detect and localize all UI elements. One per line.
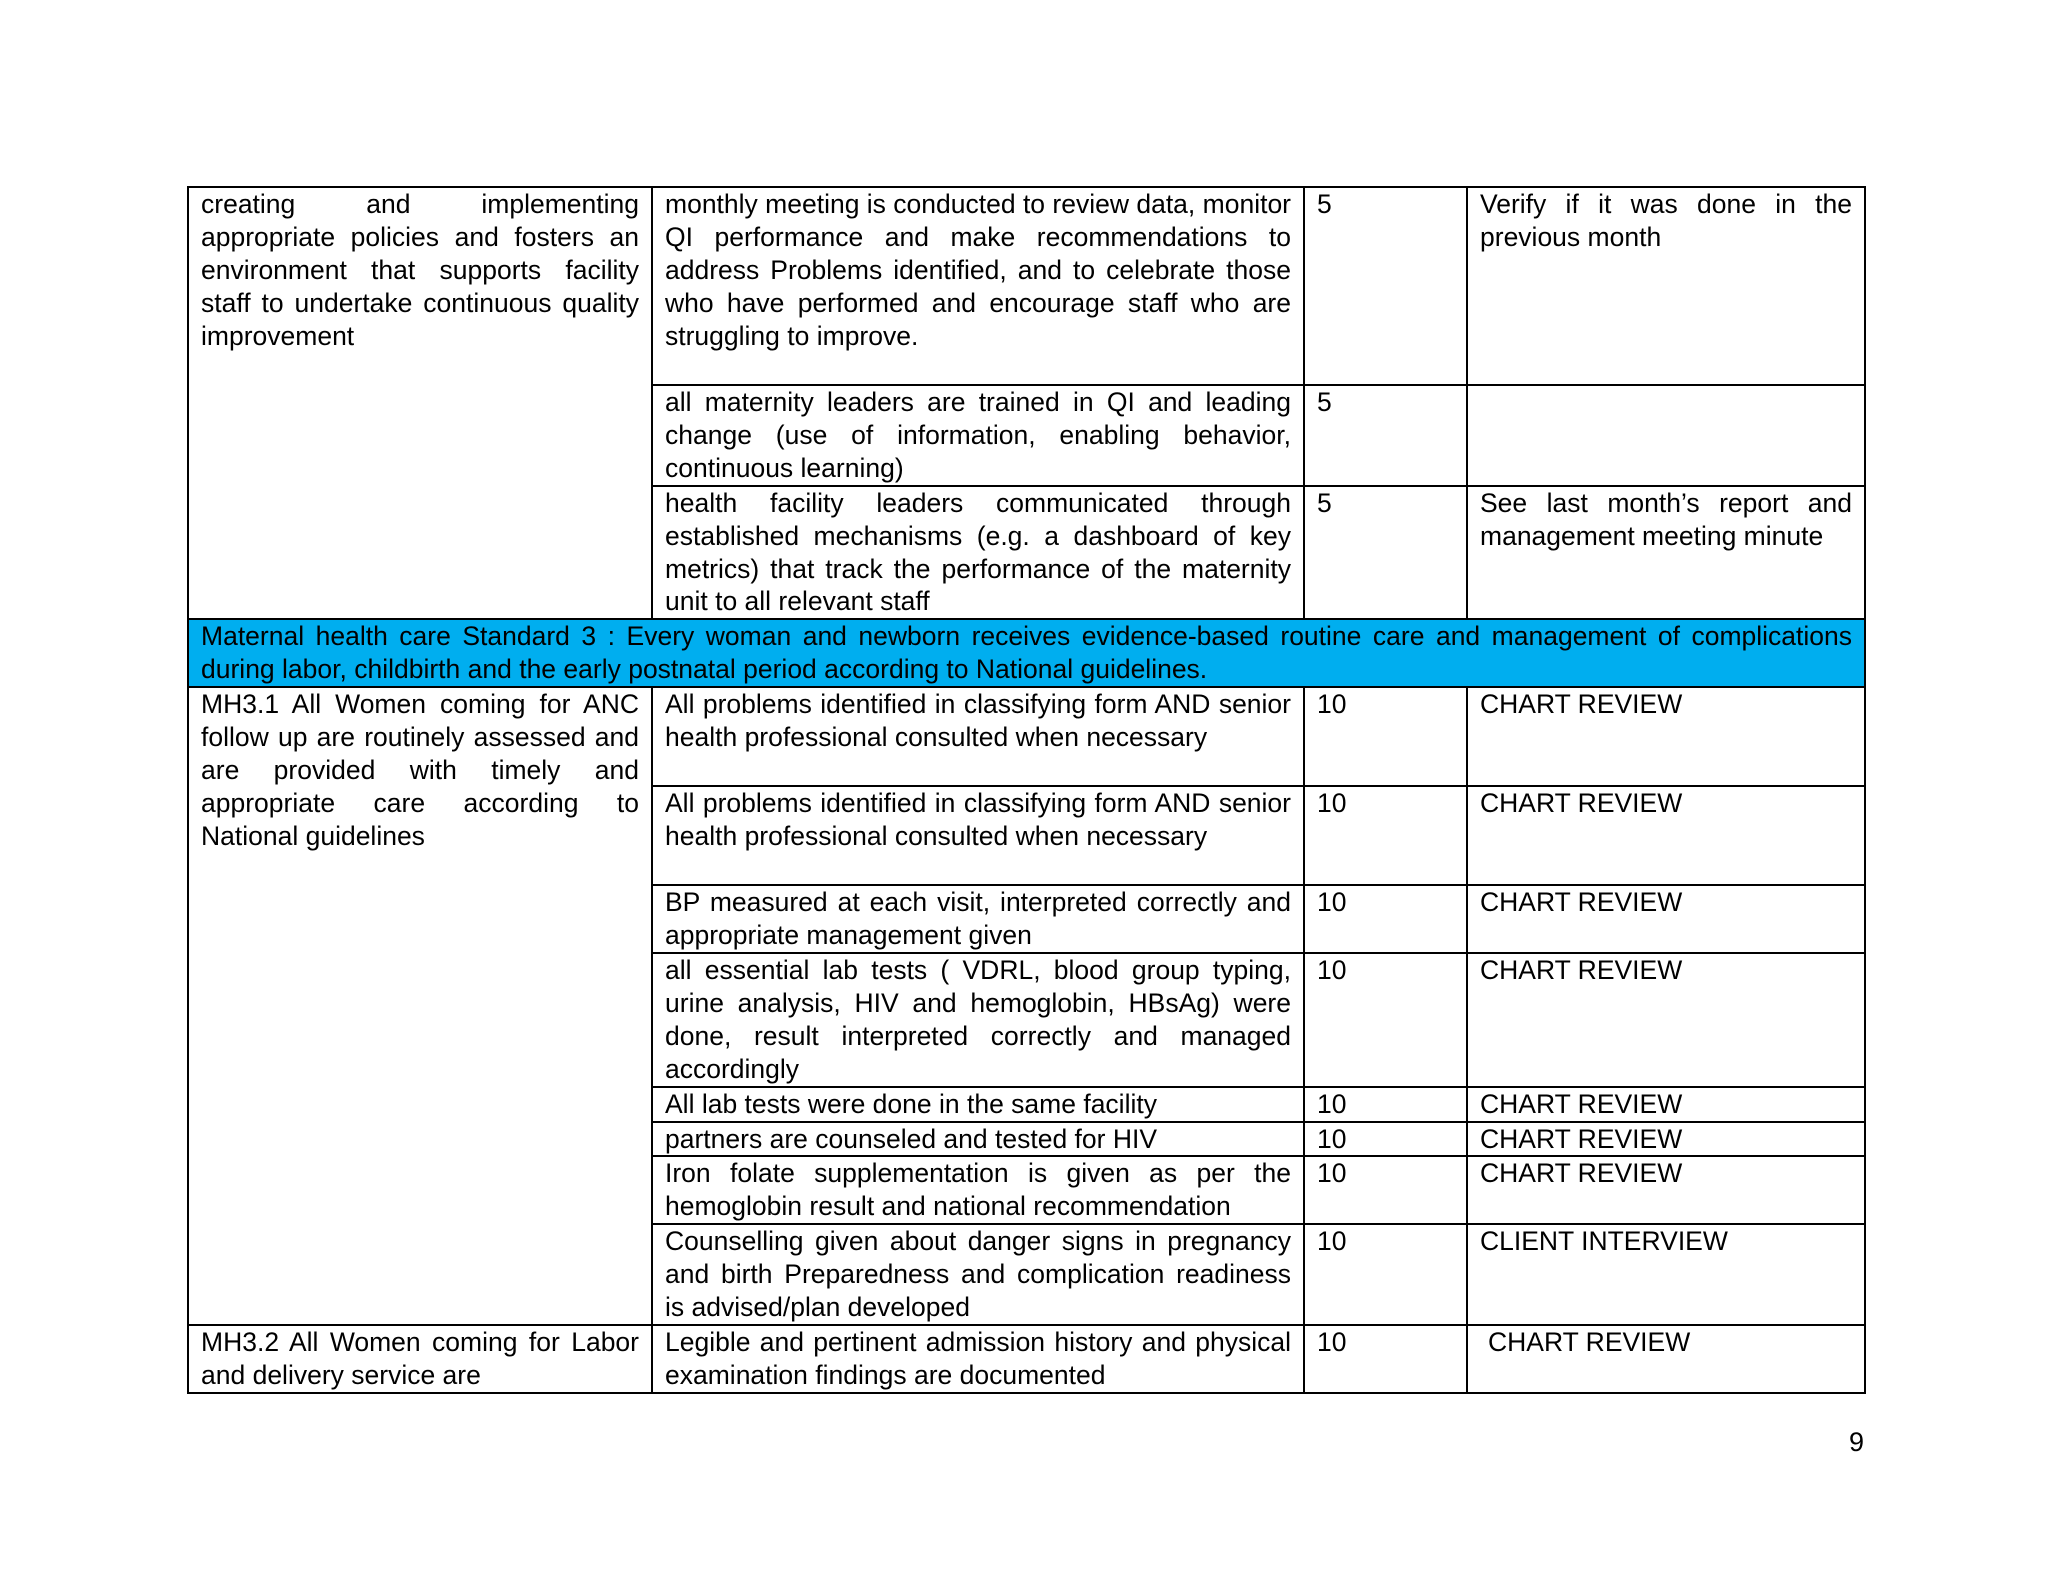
verification-cell: CHART REVIEW (1467, 1122, 1865, 1157)
indicator-cell: Counselling given about danger signs in pregnancy and birth Preparedness and complication readiness is advised/plan developed (652, 1224, 1304, 1325)
standard-3-banner: Maternal health care Standard 3 : Every woman and newborn receives evidence-based routine care and management of complications during labor, childbirth and the early postnatal period according to National guidelines. (188, 619, 1865, 687)
table-row (188, 1325, 1865, 1393)
score-cell: 10 (1304, 1325, 1467, 1393)
indicator-cell: All problems identified in classifying form AND senior health professional consulted when necessary (652, 687, 1304, 786)
verification-cell: CHART REVIEW (1467, 885, 1865, 953)
verification-cell: Verify if it was done in the previous month (1467, 187, 1865, 385)
score-cell: 5 (1304, 486, 1467, 620)
indicator-cell: monthly meeting is conducted to review data, monitor QI performance and make recommendations to address Problems identified, and to celebrate those who have performed and encourage staff who are struggling to improve. (652, 187, 1304, 385)
indicator-cell: All problems identified in classifying form AND senior health professional consulted when necessary (652, 786, 1304, 885)
verification-cell: CHART REVIEW (1467, 953, 1865, 1087)
indicator-cell: all maternity leaders are trained in QI and leading change (use of information, enabling behavior, continuous learning) (652, 385, 1304, 486)
standard-cell: creating and implementing appropriate policies and fosters an environment that supports facility staff to undertake continuous quality improvement (188, 187, 652, 619)
indicator-cell: partners are counseled and tested for HIV (652, 1122, 1304, 1157)
verification-cell: CHART REVIEW (1467, 1087, 1865, 1122)
score-cell: 10 (1304, 885, 1467, 953)
score-cell: 10 (1304, 953, 1467, 1087)
score-cell: 10 (1304, 1224, 1467, 1325)
verification-cell: CLIENT INTERVIEW (1467, 1224, 1865, 1325)
indicator-cell: Legible and pertinent admission history and physical examination findings are documented (652, 1325, 1304, 1393)
verification-cell: CHART REVIEW (1467, 786, 1865, 885)
standard-cell-mh32: MH3.2 All Women coming for Labor and delivery service are (188, 1325, 652, 1393)
score-cell: 10 (1304, 1122, 1467, 1157)
qi-standards-table (187, 186, 1866, 1394)
indicator-cell: health facility leaders communicated through established mechanisms (e.g. a dashboard of key metrics) that track the performance of the maternity unit to all relevant staff (652, 486, 1304, 620)
indicator-cell: Iron folate supplementation is given as per the hemoglobin result and national recommendation (652, 1156, 1304, 1224)
verification-cell (1467, 385, 1865, 486)
score-cell: 10 (1304, 786, 1467, 885)
score-cell: 10 (1304, 1156, 1467, 1224)
standard-banner-row (188, 619, 1865, 687)
verification-cell: CHART REVIEW (1467, 1156, 1865, 1224)
verification-cell: CHART REVIEW (1467, 1325, 1865, 1393)
indicator-cell: All lab tests were done in the same facility (652, 1087, 1304, 1122)
table-row (188, 687, 1865, 786)
verification-cell: See last month’s report and management meeting minute (1467, 486, 1865, 620)
page-number: 9 (1848, 1427, 1864, 1457)
score-cell: 10 (1304, 687, 1467, 786)
score-cell: 10 (1304, 1087, 1467, 1122)
standard-cell-mh31: MH3.1 All Women coming for ANC follow up are routinely assessed and are provided with timely and appropriate care according to National guidelines (188, 687, 652, 1325)
verification-cell: CHART REVIEW (1467, 687, 1865, 786)
indicator-cell: all essential lab tests ( VDRL, blood group typing, urine analysis, HIV and hemoglobin, HBsAg) were done, result interpreted correctly and managed accordingly (652, 953, 1304, 1087)
score-cell: 5 (1304, 187, 1467, 385)
indicator-cell: BP measured at each visit, interpreted correctly and appropriate management given (652, 885, 1304, 953)
score-cell: 5 (1304, 385, 1467, 486)
table-row (188, 187, 1865, 385)
